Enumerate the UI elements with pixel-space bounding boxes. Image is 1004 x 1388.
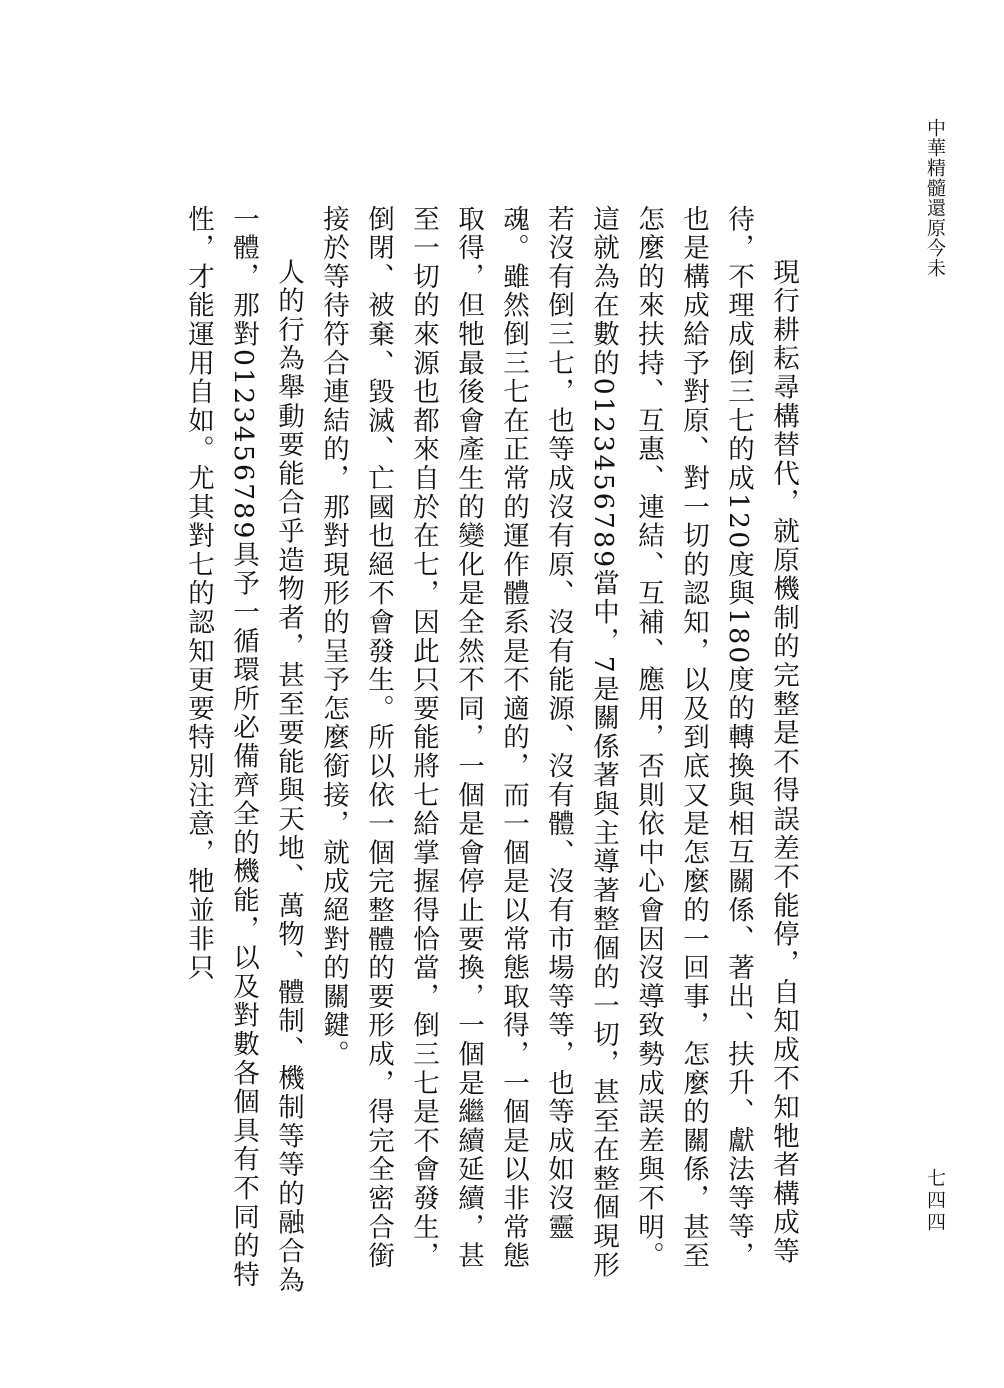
running-header: 中華精髓還原今未 bbox=[924, 118, 946, 278]
page-number: 七四四 bbox=[924, 1168, 946, 1234]
body-text bbox=[124, 205, 824, 1295]
paragraph-2: 人的行為舉動要能合乎造物者，甚至要能與天地、萬物、體制、機制等等的融合為一體，那對0123456789具予一循環所必備齊全的機能，以及對數各個具有不同的特性，才能運用自如。尤其對七的認知更要特別注意，牠並非只 bbox=[183, 205, 304, 1295]
paragraph-1: 現行耕耘尋構替代，就原機制的完整是不得誤差不能停，自知成不知牠者構成等待，不理成倒三七的成120度與180度的轉換與相互關係、著出、扶升、獻法等等，也是構成給予對原、對一切的認知，以及到底又是怎麼的一回事，怎麼的關係，甚至怎麼的來扶持、互惠、連結、互補、應用，否則依中心會因沒導致勢成誤差與不明。這就為在數的0123456789當中，7是關係著與主導著整個的一切，甚至在整個現形若沒有倒三七，也等成沒有原、沒有能源、沒有體、沒有市場等等，也等成如沒靈魂。雖然倒三七在正常的運作體系是不適的，而一個是以常態取得，一個是以非常態取得，但牠最後會產生的變化是全然不同，一個是會停止要換，一個是繼續延續，甚至一切的來源也都來自於在七，因此只要能將七給掌握得恰當，倒三七是不會發生，倒閉、被棄、毀滅、亡國也絕不會發生。所以依一個完整體的要形成，得完全密合銜接於等待符合連結的，那對現形的呈予怎麼銜接，就成絕對的關鍵。 bbox=[318, 205, 799, 1280]
